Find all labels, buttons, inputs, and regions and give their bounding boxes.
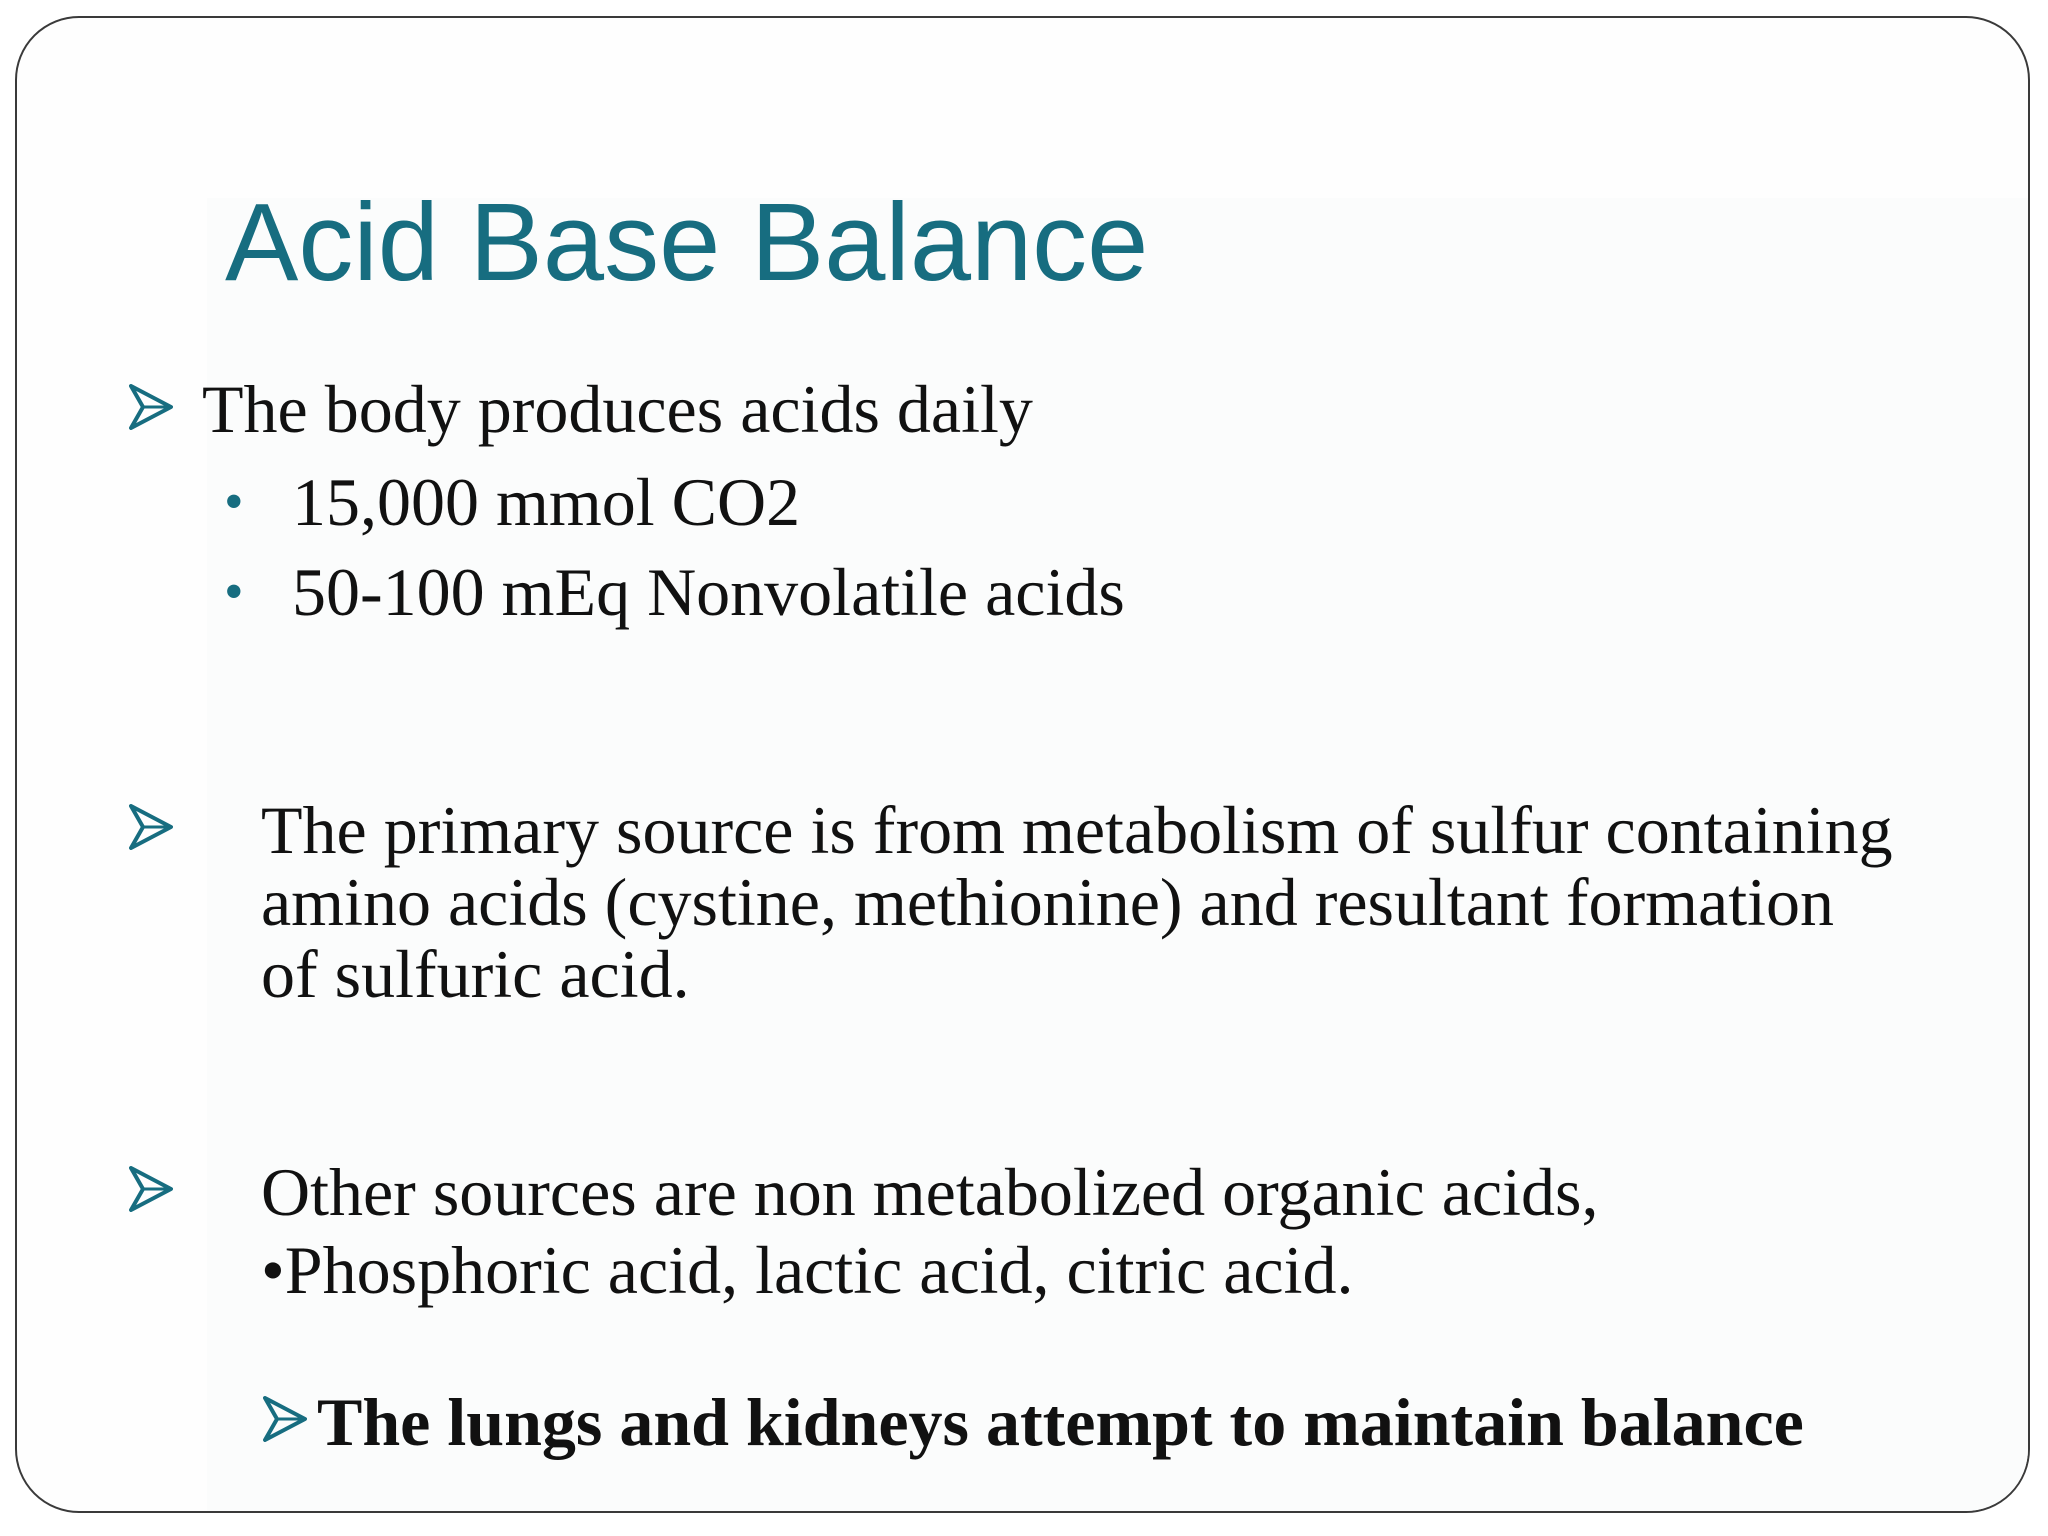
bullet-4-text: The lungs and kidneys attempt to maintain balance	[317, 1384, 1804, 1460]
bullet-1-text: The body produces acids daily	[202, 371, 1033, 447]
bullet-2-line-3: of sulfuric acid.	[261, 936, 690, 1012]
arrow-bullet-icon	[129, 1166, 173, 1212]
sub-bullet-2-text: 50-100 mEq Nonvolatile acids	[292, 554, 1125, 630]
arrow-bullet-icon	[263, 1396, 307, 1442]
bullet-3-line-1: Other sources are non metabolized organic acids,	[261, 1154, 1599, 1230]
bullet-2-line-2: amino acids (cystine, methionine) and resultant formation	[261, 864, 1834, 940]
slide-title: Acid Base Balance	[225, 181, 1149, 304]
bullet-3-line-2: •Phosphoric acid, lactic acid, citric acid.	[261, 1232, 1354, 1308]
bullet-2-line-1: The primary source is from metabolism of sulfur containing	[261, 792, 1893, 868]
arrow-bullet-icon	[129, 804, 173, 850]
sub-bullet-dot: •	[224, 561, 244, 623]
sub-bullet-1-text: 15,000 mmol CO2	[292, 464, 801, 540]
slide-frame	[15, 16, 2030, 1513]
sub-bullet-dot: •	[224, 471, 244, 533]
arrow-bullet-icon	[129, 384, 173, 430]
